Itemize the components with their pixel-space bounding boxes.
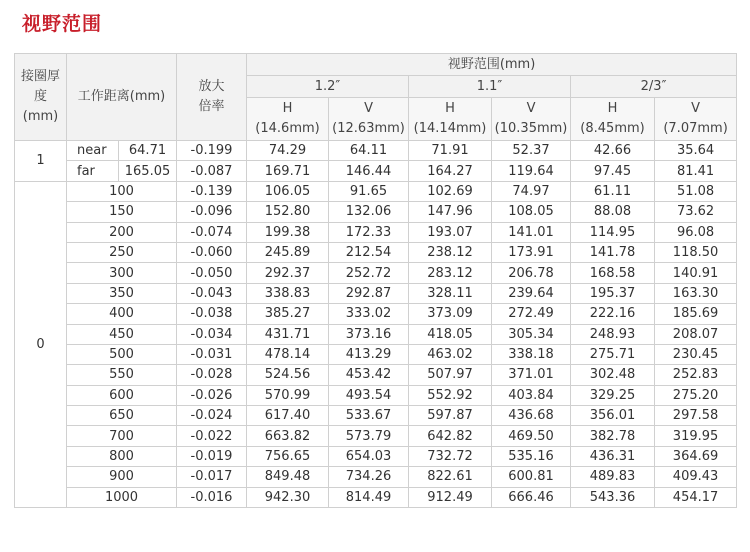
magnification-value: -0.043 [177, 283, 247, 303]
fov-value: 52.37 [492, 141, 571, 161]
header-col-axis: H [445, 101, 455, 116]
header-col-5 [655, 98, 737, 141]
page-title: 视野范围 [22, 13, 103, 35]
header-thickness: 接圈厚度(mm) [15, 54, 67, 141]
fov-value: 403.84 [492, 385, 571, 405]
fov-value: 195.37 [571, 283, 655, 303]
fov-value: 245.89 [247, 242, 329, 262]
fov-value: 478.14 [247, 344, 329, 364]
fov-value: 147.96 [409, 202, 492, 222]
table-row [15, 406, 737, 426]
fov-value: 141.78 [571, 242, 655, 262]
fov-value: 230.45 [655, 344, 737, 364]
fov-value: 333.02 [329, 304, 409, 324]
fov-value: 73.62 [655, 202, 737, 222]
fov-value: 172.33 [329, 222, 409, 242]
fov-value: 106.05 [247, 181, 329, 201]
fov-value: 453.42 [329, 365, 409, 385]
distance-value: 550 [67, 365, 177, 385]
magnification-value: -0.017 [177, 467, 247, 487]
fov-table [14, 53, 737, 508]
fov-value: 212.54 [329, 242, 409, 262]
header-col-2 [409, 98, 492, 141]
fov-value: 74.29 [247, 141, 329, 161]
fov-value: 199.38 [247, 222, 329, 242]
fov-value: 51.08 [655, 181, 737, 201]
table-row [15, 283, 737, 303]
table-row [15, 202, 737, 222]
magnification-value: -0.060 [177, 242, 247, 262]
header-col-axis: H [282, 101, 293, 116]
fov-value: 597.87 [409, 406, 492, 426]
header-col-axis: V [691, 101, 700, 116]
magnification-value: -0.034 [177, 324, 247, 344]
fov-value: 431.71 [247, 324, 329, 344]
fov-value: 206.78 [492, 263, 571, 283]
fov-value: 418.05 [409, 324, 492, 344]
fov-value: 74.97 [492, 181, 571, 201]
fov-value: 163.30 [655, 283, 737, 303]
table-row [15, 446, 737, 466]
table-row [15, 161, 737, 181]
distance-value: 200 [67, 222, 177, 242]
fov-value: 302.48 [571, 365, 655, 385]
fov-value: 373.16 [329, 324, 409, 344]
magnification-value: -0.050 [177, 263, 247, 283]
fov-value: 152.80 [247, 202, 329, 222]
fov-value: 617.40 [247, 406, 329, 426]
header-col-size: (7.07mm) [663, 121, 728, 136]
fov-value: 164.27 [409, 161, 492, 181]
fov-value: 732.72 [409, 446, 492, 466]
fov-value: 208.07 [655, 324, 737, 344]
table-row [15, 467, 737, 487]
fov-value: 454.17 [655, 487, 737, 507]
fov-value: 169.71 [247, 161, 329, 181]
fov-value: 385.27 [247, 304, 329, 324]
distance-value: 800 [67, 446, 177, 466]
distance-value: 900 [67, 467, 177, 487]
fov-value: 275.20 [655, 385, 737, 405]
fov-value: 533.67 [329, 406, 409, 426]
fov-value: 382.78 [571, 426, 655, 446]
fov-value: 292.87 [329, 283, 409, 303]
distance-value: 600 [67, 385, 177, 405]
fov-value: 305.34 [492, 324, 571, 344]
magnification-value: -0.028 [177, 365, 247, 385]
fov-value: 283.12 [409, 263, 492, 283]
fov-value: 570.99 [247, 385, 329, 405]
distance-value: 650 [67, 406, 177, 426]
fov-value: 328.11 [409, 283, 492, 303]
fov-value: 292.37 [247, 263, 329, 283]
fov-value: 96.08 [655, 222, 737, 242]
table-body [15, 54, 737, 508]
fov-value: 238.12 [409, 242, 492, 262]
thickness-cell: 0 [15, 181, 67, 507]
fov-value: 756.65 [247, 446, 329, 466]
distance-value: 64.71 [119, 141, 177, 161]
table-row [15, 222, 737, 242]
header-col-size: (8.45mm) [580, 121, 645, 136]
distance-value: 450 [67, 324, 177, 344]
distance-value: 300 [67, 263, 177, 283]
fov-value: 146.44 [329, 161, 409, 181]
magnification-value: -0.022 [177, 426, 247, 446]
fov-value: 552.92 [409, 385, 492, 405]
magnification-value: -0.026 [177, 385, 247, 405]
magnification-value: -0.139 [177, 181, 247, 201]
distance-label: near [67, 141, 119, 161]
distance-value: 500 [67, 344, 177, 364]
fov-value: 463.02 [409, 344, 492, 364]
fov-value: 524.56 [247, 365, 329, 385]
fov-value: 734.26 [329, 467, 409, 487]
fov-value: 81.41 [655, 161, 737, 181]
distance-value: 165.05 [119, 161, 177, 181]
magnification-value: -0.074 [177, 222, 247, 242]
table-row [15, 181, 737, 201]
header-col-axis: V [364, 101, 373, 116]
thickness-cell: 1 [15, 141, 67, 182]
fov-value: 297.58 [655, 406, 737, 426]
fov-value: 275.71 [571, 344, 655, 364]
table-row [15, 385, 737, 405]
fov-value: 61.11 [571, 181, 655, 201]
table-row [15, 365, 737, 385]
magnification-value: -0.016 [177, 487, 247, 507]
fov-value: 654.03 [329, 446, 409, 466]
header-magnification: 放大倍率 [177, 54, 247, 141]
fov-value: 371.01 [492, 365, 571, 385]
distance-value: 700 [67, 426, 177, 446]
fov-value: 252.83 [655, 365, 737, 385]
fov-value: 64.11 [329, 141, 409, 161]
header-col-size: (14.14mm) [413, 121, 487, 136]
fov-value: 168.58 [571, 263, 655, 283]
header-col-size: (12.63mm) [332, 121, 405, 136]
fov-value: 118.50 [655, 242, 737, 262]
fov-value: 88.08 [571, 202, 655, 222]
header-col-4 [571, 98, 655, 141]
fov-value: 248.93 [571, 324, 655, 344]
fov-value: 114.95 [571, 222, 655, 242]
fov-value: 535.16 [492, 446, 571, 466]
fov-value: 642.82 [409, 426, 492, 446]
table-row [15, 304, 737, 324]
header-work-distance: 工作距离(mm) [67, 54, 177, 141]
magnification-value: -0.038 [177, 304, 247, 324]
fov-value: 493.54 [329, 385, 409, 405]
fov-value: 329.25 [571, 385, 655, 405]
fov-value: 507.97 [409, 365, 492, 385]
fov-value: 663.82 [247, 426, 329, 446]
header-col-axis: H [607, 101, 618, 116]
table-row [15, 242, 737, 262]
fov-value: 42.66 [571, 141, 655, 161]
distance-value: 350 [67, 283, 177, 303]
fov-value: 573.79 [329, 426, 409, 446]
fov-value: 71.91 [409, 141, 492, 161]
fov-value: 141.01 [492, 222, 571, 242]
header-sensor-1: 1.2″ [247, 76, 409, 98]
fov-value: 222.16 [571, 304, 655, 324]
distance-label: far [67, 161, 119, 181]
fov-value: 272.49 [492, 304, 571, 324]
header-col-size: (14.6mm) [255, 121, 320, 136]
table-row [15, 487, 737, 507]
fov-value: 338.83 [247, 283, 329, 303]
fov-value: 543.36 [571, 487, 655, 507]
header-col-0 [247, 98, 329, 141]
magnification-value: -0.087 [177, 161, 247, 181]
header-col-3 [492, 98, 571, 141]
magnification-value: -0.096 [177, 202, 247, 222]
fov-value: 413.29 [329, 344, 409, 364]
header-col-size: (10.35mm) [494, 121, 568, 136]
fov-value: 252.72 [329, 263, 409, 283]
fov-value: 338.18 [492, 344, 571, 364]
distance-value: 150 [67, 202, 177, 222]
table-row [15, 141, 737, 161]
fov-value: 239.64 [492, 283, 571, 303]
fov-value: 364.69 [655, 446, 737, 466]
magnification-value: -0.019 [177, 446, 247, 466]
fov-value: 102.69 [409, 181, 492, 201]
fov-value: 666.46 [492, 487, 571, 507]
fov-value: 193.07 [409, 222, 492, 242]
table-row [15, 263, 737, 283]
magnification-value: -0.199 [177, 141, 247, 161]
fov-value: 436.31 [571, 446, 655, 466]
fov-value: 409.43 [655, 467, 737, 487]
fov-value: 373.09 [409, 304, 492, 324]
fov-value: 97.45 [571, 161, 655, 181]
fov-value: 942.30 [247, 487, 329, 507]
table-row [15, 324, 737, 344]
magnification-value: -0.031 [177, 344, 247, 364]
fov-value: 822.61 [409, 467, 492, 487]
header-col-1 [329, 98, 409, 141]
fov-value: 489.83 [571, 467, 655, 487]
fov-value: 600.81 [492, 467, 571, 487]
fov-value: 469.50 [492, 426, 571, 446]
fov-value: 108.05 [492, 202, 571, 222]
fov-value: 91.65 [329, 181, 409, 201]
table-row [15, 344, 737, 364]
header-sensor-3: 2/3″ [571, 76, 737, 98]
fov-value: 119.64 [492, 161, 571, 181]
fov-value: 132.06 [329, 202, 409, 222]
fov-value: 849.48 [247, 467, 329, 487]
magnification-value: -0.024 [177, 406, 247, 426]
header-row-1 [15, 54, 737, 76]
fov-value: 912.49 [409, 487, 492, 507]
fov-value: 814.49 [329, 487, 409, 507]
fov-value: 173.91 [492, 242, 571, 262]
fov-value: 436.68 [492, 406, 571, 426]
distance-value: 100 [67, 181, 177, 201]
fov-value: 35.64 [655, 141, 737, 161]
header-col-axis: V [526, 101, 536, 116]
distance-value: 1000 [67, 487, 177, 507]
header-sensor-2: 1.1″ [409, 76, 571, 98]
fov-value: 319.95 [655, 426, 737, 446]
header-fov: 视野范围(mm) [247, 54, 737, 76]
fov-value: 185.69 [655, 304, 737, 324]
fov-value: 356.01 [571, 406, 655, 426]
distance-value: 400 [67, 304, 177, 324]
fov-value: 140.91 [655, 263, 737, 283]
distance-value: 250 [67, 242, 177, 262]
table-row [15, 426, 737, 446]
